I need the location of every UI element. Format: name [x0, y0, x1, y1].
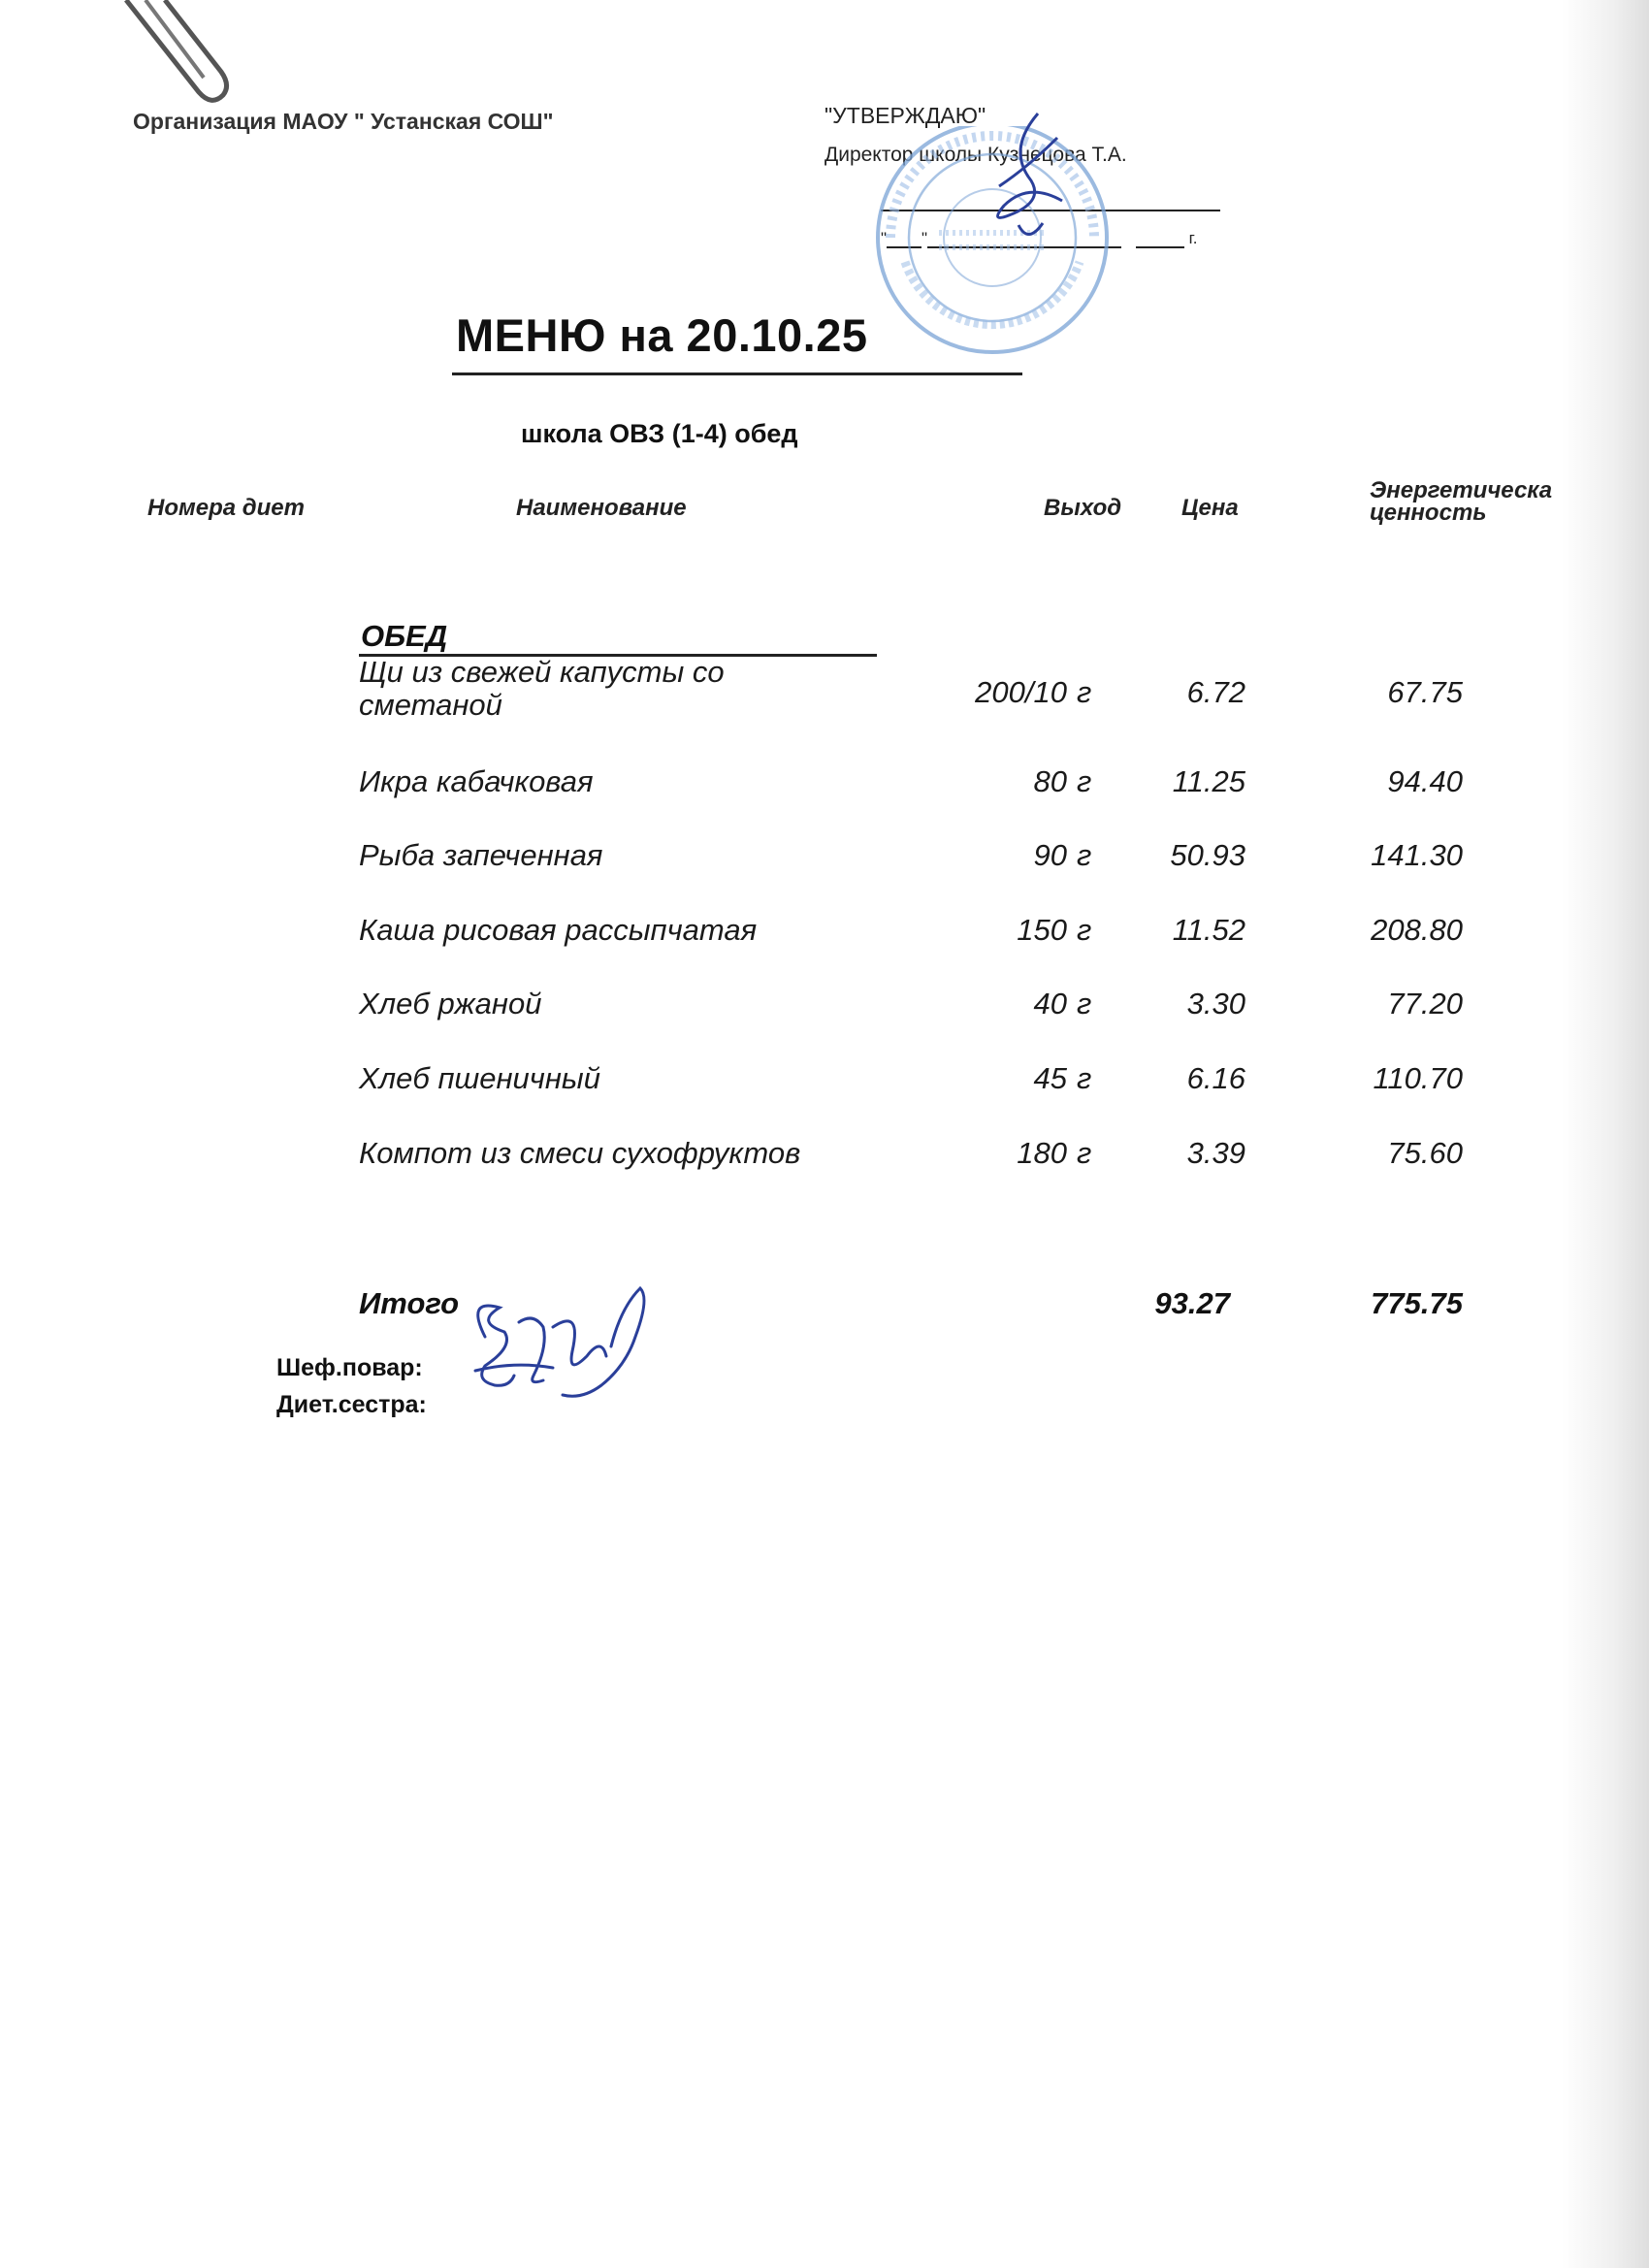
dish-price: 6.16	[1186, 1061, 1245, 1095]
dish-name: Хлеб ржаной	[359, 987, 542, 1021]
dish-unit: г	[1077, 764, 1092, 798]
dish-output: 80	[1033, 764, 1067, 798]
dish-unit: г	[1077, 913, 1092, 947]
dish-output: 200/10	[975, 675, 1067, 709]
approval-date-line: " " г.	[881, 229, 1198, 247]
dish-energy: 141.30	[1371, 838, 1463, 872]
paper-clip-icon	[107, 0, 233, 107]
director-name: Директор школы Кузнецова Т.А.	[824, 144, 1127, 166]
total-energy: 775.75	[1371, 1286, 1463, 1320]
dish-name: Каша рисовая рассыпчатая	[359, 913, 758, 947]
dish-output: 150	[1017, 913, 1067, 947]
dish-name: Икра кабачковая	[359, 764, 594, 798]
column-header-energy-line1: Энергетическа	[1370, 477, 1553, 503]
dish-name: Рыба запеченная	[359, 838, 603, 872]
title-underline	[452, 373, 1022, 375]
dish-output: 40	[1033, 987, 1067, 1021]
column-header-price: Цена	[1181, 495, 1239, 521]
dish-output: 180	[1017, 1136, 1067, 1170]
column-header-output: Выход	[1044, 495, 1122, 521]
total-label: Итого	[359, 1286, 460, 1320]
dish-unit: г	[1077, 838, 1092, 872]
dish-energy: 94.40	[1387, 764, 1463, 798]
column-header-diet: Номера диет	[147, 495, 305, 521]
organization-name: Организация МАОУ " Устанская СОШ"	[133, 109, 554, 134]
dish-price: 11.25	[1172, 764, 1245, 798]
total-price: 93.27	[1154, 1286, 1230, 1320]
dish-output: 45	[1033, 1061, 1067, 1095]
dish-unit: г	[1077, 987, 1092, 1021]
dish-energy: 77.20	[1387, 987, 1463, 1021]
dish-unit: г	[1077, 675, 1092, 709]
dish-name: Щи из свежей капусты со	[359, 655, 725, 689]
section-title: ОБЕД	[361, 619, 448, 653]
dish-name: Компот из смеси сухофруктов	[359, 1136, 801, 1170]
dish-price: 3.30	[1186, 987, 1245, 1021]
dish-name-line2: сметаной	[359, 688, 502, 722]
dish-energy: 110.70	[1373, 1061, 1463, 1095]
dish-unit: г	[1077, 1061, 1092, 1095]
dish-price: 6.72	[1186, 675, 1245, 709]
dish-name: Хлеб пшеничный	[359, 1061, 600, 1095]
chef-label: Шеф.повар:	[276, 1354, 423, 1381]
page-subtitle: школа ОВЗ (1-4) обед	[521, 419, 798, 448]
dish-energy: 75.60	[1387, 1136, 1463, 1170]
column-header-energy	[1370, 479, 1552, 524]
dish-unit: г	[1077, 1136, 1092, 1170]
column-header-name: Наименование	[516, 495, 687, 521]
director-signature	[970, 109, 1086, 254]
dish-energy: 67.75	[1387, 675, 1463, 709]
dish-price: 11.52	[1172, 913, 1245, 947]
approve-label: "УТВЕРЖДАЮ"	[824, 103, 986, 128]
dish-output: 90	[1033, 838, 1067, 872]
dish-price: 50.93	[1170, 838, 1245, 872]
dish-energy: 208.80	[1371, 913, 1463, 947]
page-title: МЕНЮ на 20.10.25	[456, 309, 868, 361]
dish-price: 3.39	[1186, 1136, 1245, 1170]
dietitian-label: Диет.сестра:	[276, 1391, 427, 1418]
column-header-energy-line2: ценность	[1370, 500, 1487, 526]
chef-signature	[456, 1279, 660, 1424]
scan-edge-shadow	[1562, 0, 1649, 2268]
